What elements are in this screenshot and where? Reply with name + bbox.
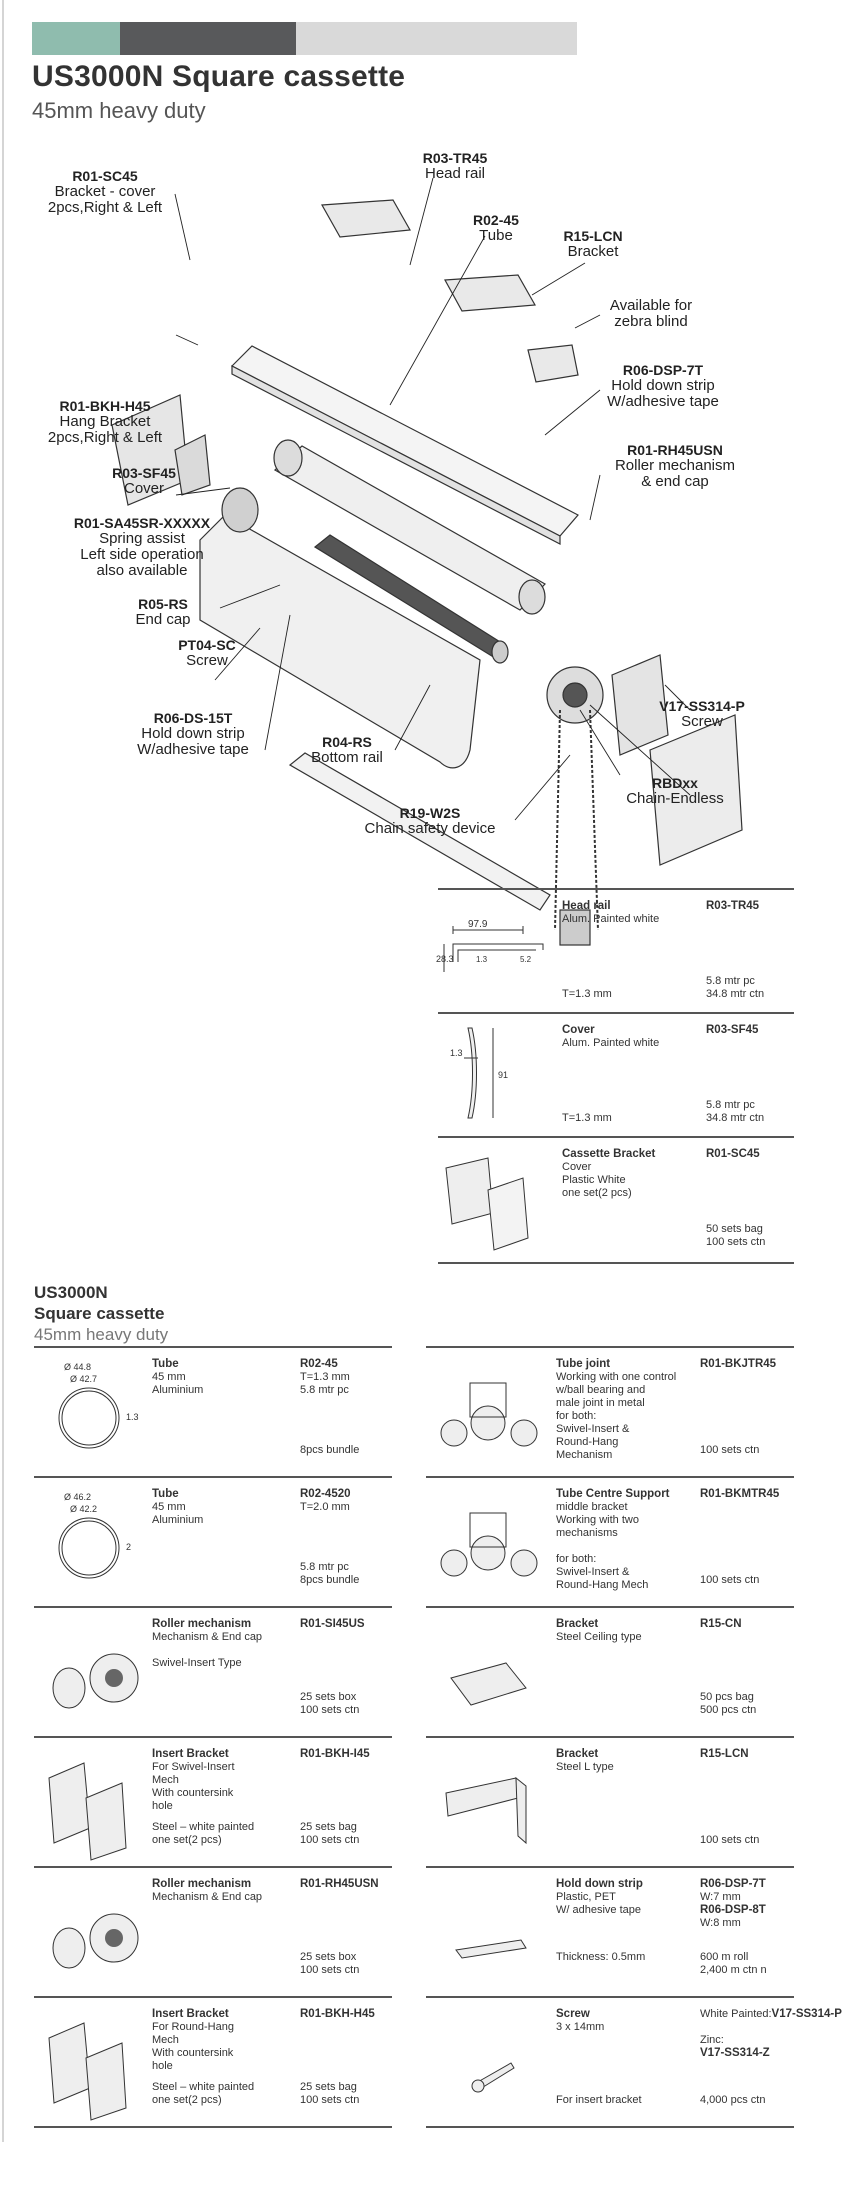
left-table-row bbox=[34, 1606, 392, 1736]
right-row-name: Hold down strip Plastic, PET W/ adhesive tape bbox=[556, 1878, 643, 1916]
right-row-drawing bbox=[426, 1868, 551, 1994]
left-mechanism bbox=[222, 488, 258, 532]
right-row-name: Screw 3 x 14mm bbox=[556, 2008, 605, 2033]
header-band-light bbox=[296, 22, 577, 55]
head-rail-qty: 5.8 mtr pc 34.8 mtr ctn bbox=[706, 975, 765, 1000]
tube-end-right bbox=[519, 580, 545, 614]
left-row-code: R01-RH45USN bbox=[300, 1878, 379, 1890]
left-row-drawing bbox=[34, 1998, 154, 2124]
callout-rbdxx: RBDxx Chain-Endless bbox=[626, 775, 724, 807]
right-row-note: For insert bracket bbox=[556, 2094, 642, 2106]
zebra-bracket bbox=[528, 345, 578, 382]
left-row-qty: 25 sets bag 100 sets ctn bbox=[300, 2081, 360, 2106]
cover-qty: 5.8 mtr pc 34.8 mtr ctn bbox=[706, 1099, 765, 1124]
section2-title: US3000N Square cassette 45mm heavy duty bbox=[34, 1283, 169, 1344]
callout-r01-bkh-h45: R01-BKH-H45 Hang Bracket 2pcs,Right & Left bbox=[47, 398, 163, 446]
right-row-code: R01-BKMTR45 bbox=[700, 1488, 780, 1500]
head-rail-dim-thk: 1.3 bbox=[476, 955, 488, 964]
right-table-row bbox=[426, 1996, 842, 2128]
callout-r06-ds-15t: R06-DS-15T Hold down strip W/adhesive tape bbox=[137, 710, 249, 758]
cassette-bracket-code: R01-SC45 bbox=[706, 1148, 760, 1160]
page-subtitle: 45mm heavy duty bbox=[32, 98, 206, 123]
callout-r06-dsp-7t: R06-DSP-7T Hold down strip W/adhesive tape bbox=[607, 362, 719, 410]
callout-r03-tr45: R03-TR45 Head rail bbox=[422, 150, 488, 182]
callout-r03-sf45: R03-SF45 Cover bbox=[112, 465, 176, 497]
left-table-row bbox=[34, 1736, 392, 1866]
tube-dim-outer: Ø 46.2 bbox=[64, 1492, 92, 1502]
right-row-code: R15-CN bbox=[700, 1618, 742, 1630]
callout-r15-lcn: R15-LCN Bracket bbox=[563, 228, 623, 260]
right-row-drawing bbox=[426, 1998, 551, 2124]
left-row-drawing bbox=[34, 1348, 154, 1474]
header-band-dark bbox=[120, 22, 296, 55]
right-row-note: Thickness: 0.5mm bbox=[556, 1951, 646, 1963]
left-row-code: R02-45 T=1.3 mm 5.8 mtr pc bbox=[300, 1358, 350, 1396]
right-row-code: R15-LCN bbox=[700, 1748, 749, 1760]
right-row-name: Bracket Steel Ceiling type bbox=[556, 1618, 642, 1643]
right-row-name: Tube Centre Support middle bracket Working with two mechanisms for both: Swivel-Insert & Round-Hang Mech bbox=[556, 1488, 670, 1591]
right-table-row bbox=[426, 1866, 794, 1996]
left-row-name: Insert Bracket For Swivel-Insert Mech With countersink hole bbox=[152, 1748, 235, 1812]
right-table-row bbox=[426, 1346, 794, 1476]
exploded-diagram bbox=[0, 150, 800, 870]
left-row-name: Roller mechanism Mechanism & End cap Swivel-Insert Type bbox=[152, 1618, 263, 1669]
left-row-note: Steel – white painted one set(2 pcs) bbox=[152, 1821, 255, 1846]
callout-r05-rs: R05-RS End cap bbox=[135, 596, 191, 628]
left-row-drawing bbox=[34, 1608, 154, 1734]
right-row-qty: 50 pcs bag 500 pcs ctn bbox=[700, 1691, 757, 1716]
callout-r01-sa45sr: R01-SA45SR-XXXXX Spring assist Left side operation also available bbox=[73, 515, 211, 579]
tube-dim-thk: 1.3 bbox=[126, 1412, 139, 1422]
right-row-drawing bbox=[426, 1478, 551, 1604]
tube-dim-thk: 2 bbox=[126, 1542, 132, 1552]
callout-r19-w2s: R19-W2S Chain safety device bbox=[364, 805, 496, 837]
top-row-cover bbox=[438, 1012, 794, 1136]
left-row-qty: 25 sets box 100 sets ctn bbox=[300, 1951, 360, 1976]
left-row-qty: 5.8 mtr pc 8pcs bundle bbox=[300, 1561, 360, 1586]
cover-code: R03-SF45 bbox=[706, 1024, 759, 1036]
right-row-qty: 600 m roll 2,400 m ctn n bbox=[700, 1951, 767, 1976]
head-rail-dim-height: 28.3 bbox=[436, 954, 454, 964]
tube-end-left bbox=[274, 440, 302, 476]
cassette-bracket-qty: 50 sets bag 100 sets ctn bbox=[706, 1223, 766, 1248]
right-row-code: R06-DSP-7T W:7 mm R06-DSP-8T W:8 mm bbox=[700, 1878, 766, 1929]
head-rail-dim-lip: 5.2 bbox=[520, 955, 532, 964]
left-row-drawing bbox=[34, 1738, 154, 1864]
top-row-cassette-bracket bbox=[438, 1136, 794, 1264]
left-row-qty: 25 sets box 100 sets ctn bbox=[300, 1691, 360, 1716]
head-rail-profile-drawing bbox=[438, 890, 548, 1010]
left-table-row bbox=[34, 1996, 392, 2128]
tube-dim-outer: Ø 44.8 bbox=[64, 1362, 92, 1372]
left-row-code: R01-BKH-H45 bbox=[300, 2008, 375, 2020]
left-row-code: R01-SI45US bbox=[300, 1618, 365, 1630]
head-rail-dim-width: 97.9 bbox=[468, 919, 488, 930]
right-row-name: Bracket Steel L type bbox=[556, 1748, 614, 1773]
right-row-qty: 100 sets ctn bbox=[700, 1444, 760, 1456]
head-rail-note: T=1.3 mm bbox=[562, 988, 612, 1000]
spring-cap bbox=[492, 641, 508, 663]
right-row-qty: 100 sets ctn bbox=[700, 1834, 760, 1846]
top-bracket-2 bbox=[445, 275, 535, 311]
cover-name: Cover Alum. Painted white bbox=[562, 1024, 660, 1049]
left-row-name: Tube 45 mm Aluminium bbox=[152, 1488, 204, 1526]
right-row-drawing bbox=[426, 1738, 551, 1864]
callout-r04-rs: R04-RS Bottom rail bbox=[311, 734, 383, 766]
callout-v17-ss314-p: V17-SS314-P Screw bbox=[659, 698, 745, 730]
callout-zebra: Available for zebra blind bbox=[609, 297, 693, 330]
left-table-row bbox=[34, 1476, 392, 1606]
right-row-drawing bbox=[426, 1348, 551, 1474]
callout-r01-rh45usn: R01-RH45USN Roller mechanism & end cap bbox=[614, 442, 736, 490]
callout-r01-sc45: R01-SC45 Bracket - cover 2pcs,Right & Left bbox=[47, 168, 163, 216]
left-row-qty: 8pcs bundle bbox=[300, 1444, 360, 1456]
left-row-name: Roller mechanism Mechanism & End cap bbox=[152, 1878, 263, 1903]
right-row-drawing bbox=[426, 1608, 551, 1734]
left-row-note: Steel – white painted one set(2 pcs) bbox=[152, 2081, 255, 2106]
head-rail-name: Head rail Alum. Painted white bbox=[562, 900, 660, 925]
callout-r02-45: R02-45 Tube bbox=[473, 212, 519, 244]
left-row-drawing bbox=[34, 1868, 154, 1994]
right-row-name: Tube joint Working with one control w/ball bearing and male joint in metal for both: Swivel-Insert & Round-Hang Mechanism bbox=[556, 1358, 677, 1461]
left-table-row bbox=[34, 1866, 392, 1996]
header-band-teal bbox=[32, 22, 120, 55]
cassette-bracket-name: Cassette Bracket Cover Plastic White one set(2 pcs) bbox=[562, 1148, 656, 1199]
left-row-name: Insert Bracket For Round-Hang Mech With countersink hole bbox=[152, 2008, 234, 2072]
tube-dim-inner: Ø 42.2 bbox=[70, 1504, 98, 1514]
left-row-code: R01-BKH-I45 bbox=[300, 1748, 370, 1760]
cover-dim-thk: 1.3 bbox=[450, 1048, 463, 1058]
left-row-code: R02-4520 T=2.0 mm bbox=[300, 1488, 351, 1513]
right-row-qty: 4,000 pcs ctn bbox=[700, 2094, 766, 2106]
cassette-bracket-drawing bbox=[438, 1138, 548, 1258]
left-row-drawing bbox=[34, 1478, 154, 1604]
left-table-row bbox=[34, 1346, 392, 1476]
cover-note: T=1.3 mm bbox=[562, 1112, 612, 1124]
left-row-qty: 25 sets bag 100 sets ctn bbox=[300, 1821, 360, 1846]
right-table-row bbox=[426, 1736, 794, 1866]
tube-dim-inner: Ø 42.7 bbox=[70, 1374, 98, 1384]
top-row-head-rail bbox=[438, 888, 794, 1012]
top-bracket-1 bbox=[322, 200, 410, 237]
right-row-code: R01-BKJTR45 bbox=[700, 1358, 777, 1370]
right-row-code: White Painted:V17-SS314-P Zinc: V17-SS314-Z bbox=[700, 2008, 842, 2059]
cover-dim-height: 91 bbox=[498, 1070, 509, 1080]
callout-pt04-sc: PT04-SC Screw bbox=[178, 637, 236, 669]
right-row-qty: 100 sets ctn bbox=[700, 1574, 760, 1586]
right-table-row bbox=[426, 1606, 794, 1736]
head-rail-code: R03-TR45 bbox=[706, 900, 760, 912]
right-table-row bbox=[426, 1476, 794, 1606]
page-title: US3000N Square cassette bbox=[32, 60, 406, 93]
cover-profile-drawing bbox=[438, 1014, 548, 1134]
left-row-name: Tube 45 mm Aluminium bbox=[152, 1358, 204, 1396]
